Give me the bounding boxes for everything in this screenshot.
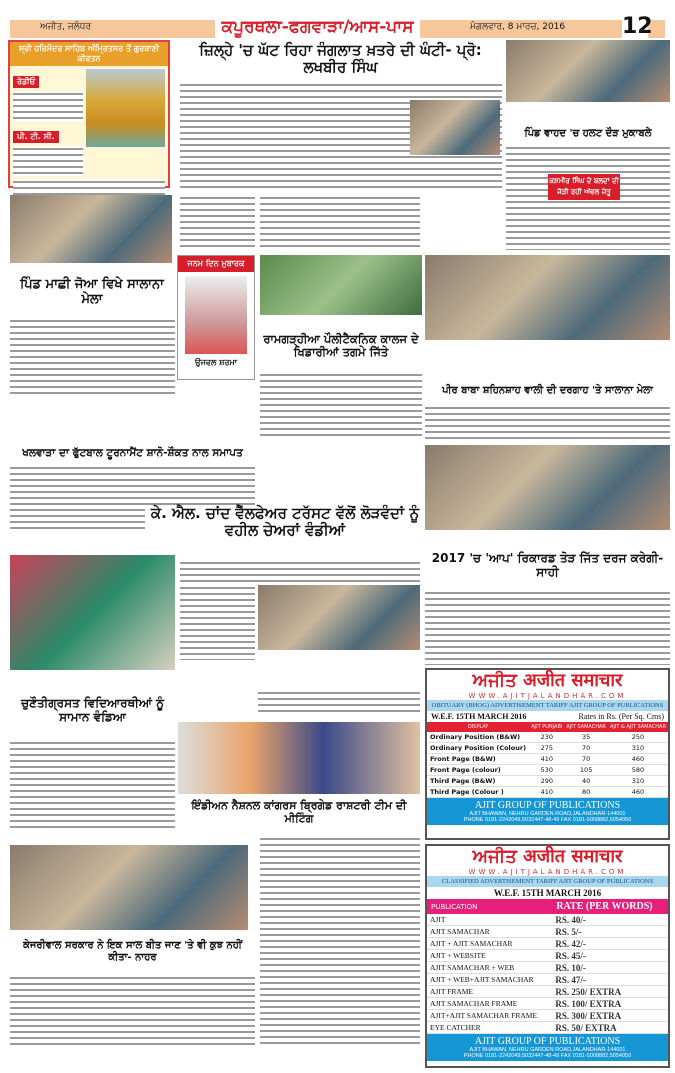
section-title: ਕਪੂਰਥਲਾ-ਫਗਵਾੜਾ/ਆਸ-ਪਾਸ <box>215 14 420 40</box>
table-cell: 410 <box>529 754 564 765</box>
table-cell: 530 <box>529 765 564 776</box>
ajit-logo: ਅਜੀਤ अजीत समाचार <box>472 846 623 867</box>
kirtan-ad <box>8 40 170 188</box>
forestry-photo <box>410 100 500 155</box>
table-row <box>427 998 668 1010</box>
table-row <box>427 743 668 754</box>
table-cell: RS. 40/- <box>552 914 668 926</box>
wahad-photo <box>506 40 670 102</box>
table-row <box>427 950 668 962</box>
table-cell: AJIT <box>427 914 552 926</box>
child-photo <box>185 276 247 354</box>
table-cell: AJIT SAMACHAR + WEB <box>427 962 552 974</box>
table-row <box>427 1022 668 1034</box>
table-cell: Front Page (colour) <box>427 765 529 776</box>
website: WWW.AJITJALANDHAR.COM <box>468 868 627 876</box>
table-cell: Third Page (B&W) <box>427 776 529 787</box>
congress-headline: ਇੰਡੀਅਨ ਨੈਸ਼ਨਲ ਕਾਂਗਰਸ ਬ੍ਰਿਗੇਡ ਰਾਸ਼ਟਰੀ ਟੀਮ ਦੀ ਮੀਟਿੰਗ <box>178 800 420 825</box>
aap-headline: 2017 'ਚ 'ਆਪ' ਰਿਕਾਰਡ ਤੋੜ ਜਿੱਤ ਦਰਜ ਕਰੇਗੀ-ਸਾਹੀ <box>425 552 670 580</box>
classified-rate-table <box>427 899 668 1034</box>
table-row <box>427 787 668 798</box>
table-cell: 105 <box>564 765 608 776</box>
phone: PHONE 0181-2242049,5032447-48-49 FAX 0181-5008882,5054050 <box>463 817 632 823</box>
column-header: PUBLICATION <box>427 899 552 914</box>
klchand-event-photo <box>258 585 420 650</box>
wef-date: W.E.F. 15TH MARCH 2016 <box>431 712 527 721</box>
phone: PHONE 0181-2242049,5032447-48-49 FAX 0181-5008882,5054050 <box>463 1053 632 1059</box>
main-headline: ਜ਼ਿਲ੍ਹੇ 'ਚ ਘੱਟ ਰਿਹਾ ਜੰਗਲਾਤ ਖ਼ਤਰੇ ਦੀ ਘੰਟੀ- ਪ੍ਰੋ: ਲਖਬੀਰ ਸਿੰਘ <box>178 42 503 77</box>
table-cell: AJIT+AJIT SAMACHAR FRAME <box>427 1010 552 1022</box>
table-row <box>427 754 668 765</box>
table-row <box>427 765 668 776</box>
publisher-name: AJIT GROUP OF PUBLICATIONS <box>474 800 621 811</box>
table-cell: 580 <box>608 765 668 776</box>
column-header: AJIT & AJIT SAMACHAR <box>608 722 668 732</box>
ptc-tag: ਪੀ. ਟੀ. ਸੀ. <box>13 131 59 143</box>
column-header: DISPLAY <box>427 722 529 732</box>
table-cell: AJIT + WEBSITE <box>427 950 552 962</box>
wef-date: W.E.F. 15TH MARCH 2016 <box>493 888 602 898</box>
website: WWW.AJITJALANDHAR.COM <box>468 692 627 700</box>
football-team-photo <box>10 195 172 263</box>
table-cell: EYE CATCHER <box>427 1022 552 1034</box>
table-cell: Third Page (Colour ) <box>427 787 529 798</box>
ramgarhia-headline: ਰਾਮਗੜ੍ਹੀਆ ਪੌਲੀਟੈਕਨਿਕ ਕਾਲਜ ਦੇ ਖਿਡਾਰੀਆਂ ਤਗਮੇ ਜਿੱਤੇ <box>263 332 419 360</box>
publisher-name: AJIT GROUP OF PUBLICATIONS <box>474 1036 621 1047</box>
peer-headline: ਪੀਰ ਬਾਬਾ ਸ਼ਹਿਨਸ਼ਾਹ ਵਾਲੀ ਦੀ ਦਰਗਾਹ 'ਤੇ ਸਾਲਾਨਾ ਮੇਲਾ <box>425 385 670 397</box>
table-cell: RS. 45/- <box>552 950 668 962</box>
table-row <box>427 938 668 950</box>
table-cell: 290 <box>529 776 564 787</box>
table-cell: RS. 42/- <box>552 938 668 950</box>
table-row <box>427 974 668 986</box>
table-cell: 410 <box>529 787 564 798</box>
table-cell: 460 <box>608 754 668 765</box>
table-row <box>427 914 668 926</box>
classified-tariff-ad <box>425 844 670 1068</box>
nahar-event-photo <box>10 845 248 930</box>
table-cell: 310 <box>608 743 668 754</box>
table-cell: RS. 250/ EXTRA <box>552 986 668 998</box>
klchand-headline: ਕੇ. ਐਲ. ਚਾਂਦ ਵੈੱਲਫੇਅਰ ਟਰੱਸਟ ਵੱਲੋਂ ਲੋੜਵੰਦਾਂ ਨੂੰ ਵਹੀਲ ਚੇਅਰਾਂ ਵੰਡੀਆਂ <box>145 505 425 540</box>
column-header: RATE (PER WORDS) <box>552 899 668 914</box>
machhi-headline: ਪਿੰਡ ਮਾਛੀ ਜੋਆ ਵਿਖੇ ਸਾਲਾਨਾ ਮੇਲਾ <box>8 278 176 308</box>
dargah-photo <box>425 255 670 340</box>
table-cell: 40 <box>564 776 608 787</box>
table-cell: 230 <box>529 732 564 743</box>
tariff-title: CLASSIFIED ADVERTISEMENT TARIFF AJIT GROUP OF PUBLICATIONS <box>427 876 668 887</box>
birthday-name: ਉਜਵਲ ਸ਼ਰਮਾ <box>194 358 238 367</box>
table-cell: Ordinary Position (Colour) <box>427 743 529 754</box>
table-cell: Front Page (B&W) <box>427 754 529 765</box>
congress-meeting-photo <box>178 722 420 794</box>
ramgarhia-team-photo <box>260 255 422 315</box>
chunauti-headline: ਚੁਣੌਤੀਗ੍ਰਸਤ ਵਿਦਿਆਰਥੀਆਂ ਨੂੰ ਸਾਮਾਨ ਵੰਡਿਆ <box>10 697 175 725</box>
page-number: 12 <box>622 14 653 39</box>
football-headline: ਖਲਵਾੜਾ ਦਾ ਫੁੱਟਬਾਲ ਟੂਰਨਾਮੈਂਟ ਸ਼ਾਨੋ-ਸ਼ੌਕਤ ਨਾਲ ਸਮਾਪਤ <box>10 447 255 459</box>
birthday-box <box>177 255 255 380</box>
table-row <box>427 962 668 974</box>
kirtan-title: ਸ੍ਰੀ ਹਰਿਮੰਦਰ ਸਾਹਿਬ ਅੰਮ੍ਰਿਤਸਰ ਤੋਂ ਗੁਰਬਾਣੀ ਕੀਰਤਨ <box>10 42 168 66</box>
birthday-banner: ਜਨਮ ਦਿਨ ਮੁਬਾਰਕ <box>178 256 254 272</box>
table-cell: AJIT SAMACHAR <box>427 926 552 938</box>
date: ਮੰਗਲਵਾਰ, 8 ਮਾਰਚ, 2016 <box>470 22 566 32</box>
rates-note: Rates in Rs. (Per Sq. Cms) <box>578 712 664 721</box>
table-cell: RS. 47/- <box>552 974 668 986</box>
table-cell: Ordinary Position (B&W) <box>427 732 529 743</box>
ajit-logo: ਅਜੀਤ अजीत समाचार <box>472 670 623 691</box>
column-header: AJIT SAMACHAR <box>564 722 608 732</box>
kejriwal-headline: ਕੇਜਰੀਵਾਲ ਸਰਕਾਰ ਨੇ ਇਕ ਸਾਲ ਬੀਤ ਜਾਣ 'ਤੇ ਵੀ ਕੁਝ ਨਹੀਂ ਕੀਤਾ- ਨਾਹਰ <box>10 940 255 963</box>
table-cell: AJIT FRAME <box>427 986 552 998</box>
table-cell: RS. 50/ EXTRA <box>552 1022 668 1034</box>
bullocks-highlight: ਕਸ਼ਮੀਰ ਸਿੰਘ ਦੇ ਬਲਦਾਂ ਦੀ ਜੋੜੀ ਰਹੀ ਅੱਵਲ ਜੇਤੂ <box>548 174 620 200</box>
table-cell: 250 <box>608 732 668 743</box>
table-cell: 310 <box>608 776 668 787</box>
table-cell: 460 <box>608 787 668 798</box>
paper-name: ਅਜੀਤ, ਜਲੰਧਰ <box>40 22 92 32</box>
table-cell: 275 <box>529 743 564 754</box>
table-row <box>427 986 668 998</box>
table-cell: 70 <box>564 754 608 765</box>
table-cell: RS. 100/ EXTRA <box>552 998 668 1010</box>
table-cell: 70 <box>564 743 608 754</box>
golden-temple-photo <box>86 69 165 147</box>
obituary-rate-table <box>427 722 668 798</box>
table-row <box>427 732 668 743</box>
table-cell: AJIT + AJIT SAMACHAR <box>427 938 552 950</box>
table-row <box>427 926 668 938</box>
wheelchair-photo <box>10 555 175 670</box>
table-cell: AJIT + WEB+AJIT SAMACHAR <box>427 974 552 986</box>
table-cell: RS. 5/- <box>552 926 668 938</box>
table-row <box>427 1010 668 1022</box>
wahad-headline: ਪਿੰਡ ਵਾਹਦ 'ਚ ਹਲਟ ਦੌੜ ਮੁਕਾਬਲੇ <box>506 128 670 140</box>
table-row <box>427 776 668 787</box>
tariff-title: OBITUARY (BHOG) ADVERTISEMENT TARIFF AJIT GROUP OF PUBLICATIONS <box>427 700 668 711</box>
table-cell: RS. 300/ EXTRA <box>552 1010 668 1022</box>
radio-tag: ਰੇਡੀਓ <box>13 76 39 88</box>
address: AJIT BHAWAN, NEHRU GARDEN ROAD,JALANDHAR-144001 <box>469 1047 626 1053</box>
column-header: AJIT PUNJABI <box>529 722 564 732</box>
family-photo <box>425 445 670 530</box>
address: AJIT BHAWAN, NEHRU GARDEN ROAD,JALANDHAR-144001 <box>469 811 626 817</box>
obituary-tariff-ad <box>425 668 670 840</box>
table-cell: 35 <box>564 732 608 743</box>
table-cell: RS. 10/- <box>552 962 668 974</box>
table-cell: 80 <box>564 787 608 798</box>
table-cell: AJIT SAMACHAR FRAME <box>427 998 552 1010</box>
